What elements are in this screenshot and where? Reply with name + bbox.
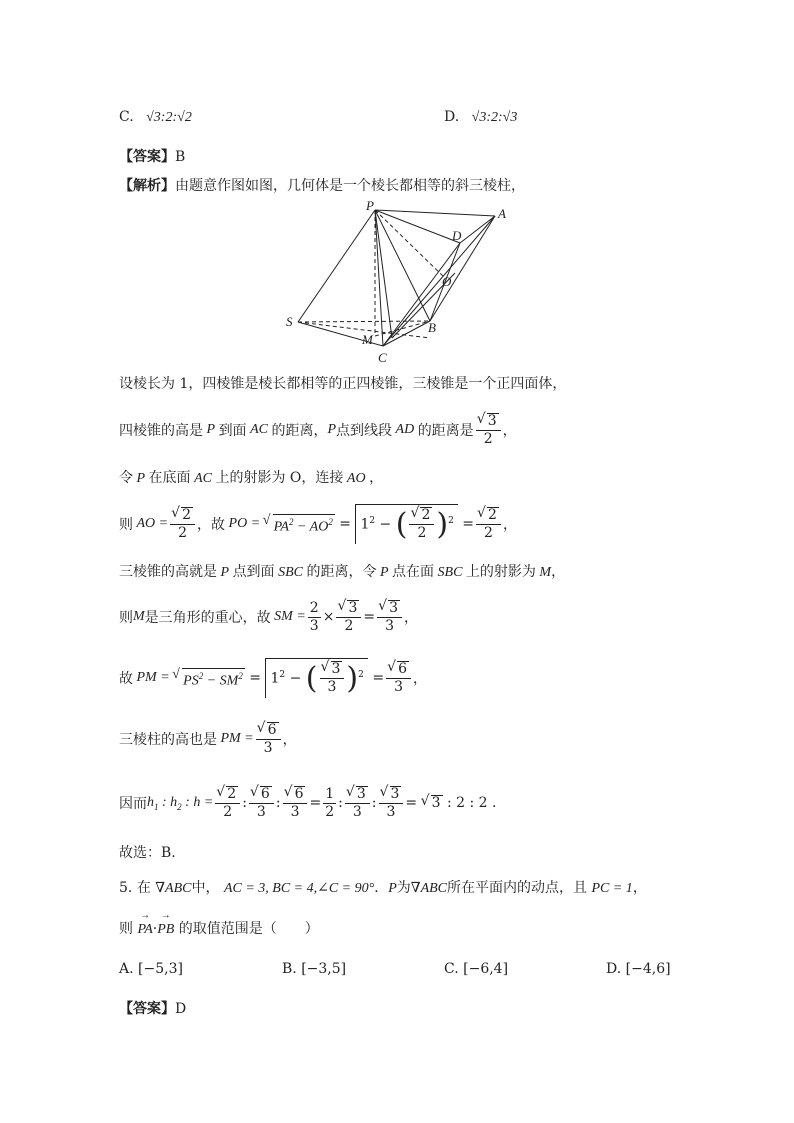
label-A: A <box>498 206 506 221</box>
q5-stem: 5. 在 ∇ABC中， AC = 3, BC = 4,∠C = 90°．P为∇ABC所在平面内的动点，且 PC = 1， <box>119 880 647 896</box>
label-P: P <box>366 198 374 213</box>
option-c: C. √3:2:√2 <box>119 109 192 125</box>
q5-stem-2: 则 → PA·→ PB 的取值范围是（ ） <box>119 918 319 938</box>
q5-option-c: C. [−6,4] <box>444 961 509 977</box>
q5-option-a: A. [−5,3] <box>119 961 183 977</box>
solution-line-2: 四棱锥的高是 P 到面 AC 的距离， P 点到线段 AD 的距离是 √ $\frac{3}{2}$ ， <box>119 410 517 450</box>
solution-line-4: 则 AO = √ $\frac{2}{2}$ ，故 PO = √ $PA^2 - AO^2$ = $1^2$ − ( √ $\frac{2}{2}$ )$^2$ = √ $\frac{2}{2}$ ， <box>119 496 517 552</box>
answer-line: 【答案】B <box>119 149 186 165</box>
option-d: D. √3:2:√3 <box>444 109 518 125</box>
label-M: M <box>362 332 373 347</box>
solution-line-5: 三棱锥的高就是 P 点到面 SBC 的距离，令 P 点在面 SBC 上的射影为 M， <box>119 564 566 580</box>
q5-option-b: B. [−3,5] <box>282 961 347 977</box>
label-S: S <box>286 314 293 329</box>
label-D: D <box>452 228 462 243</box>
option-c-value: √3:2:√2 <box>146 110 192 125</box>
q5-option-d: D. [−4,6] <box>606 961 671 977</box>
solution-line-9: 因而 $h_1$ : $h_2$ : h = √ $\frac{2}{2}$ : √ $\frac{6}{3}$ : √ $\frac{6}{3}$ = $\frac{1}{2}$ : √ $\frac{3}{3}$ : √ $\frac{3}{3}$ = √ 3 : 2 : 2 . <box>119 782 496 824</box>
answer-line-2: 【答案】D <box>119 1001 187 1017</box>
solution-line-8: 三棱柱的高也是 PM = √ $\frac{6}{3}$ ， <box>119 718 297 760</box>
label-O: O <box>442 274 452 289</box>
solution-line-1: 设棱长为 1，四棱锥是棱长都相等的正四棱锥，三棱锥是一个正四面体， <box>119 376 567 392</box>
label-C: C <box>378 350 387 365</box>
solution-line-3: 令 P 在底面 AC 上的射影为 O，连接 AO ， <box>119 470 384 486</box>
option-d-value: √3:2:√3 <box>471 110 518 125</box>
prism-figure <box>280 198 520 370</box>
analysis-intro: 【解析】由题意作图如图，几何体是一个棱长都相等的斜三棱柱， <box>119 178 525 194</box>
label-B: B <box>428 320 436 335</box>
choose-line: 故选：B. <box>119 845 176 861</box>
solution-line-6: 则 M 是三角形的重心，故 SM = $\frac{2}{3}$ × √ $\frac{3}{2}$ = √ $\frac{3}{3}$ ， <box>119 596 418 638</box>
solution-line-7: 故 PM = √ $PS^2 - SM^2$ = $1^2$ − ( √ $\frac{3}{3}$ )$^2$ = √ $\frac{6}{3}$ ， <box>119 650 427 706</box>
